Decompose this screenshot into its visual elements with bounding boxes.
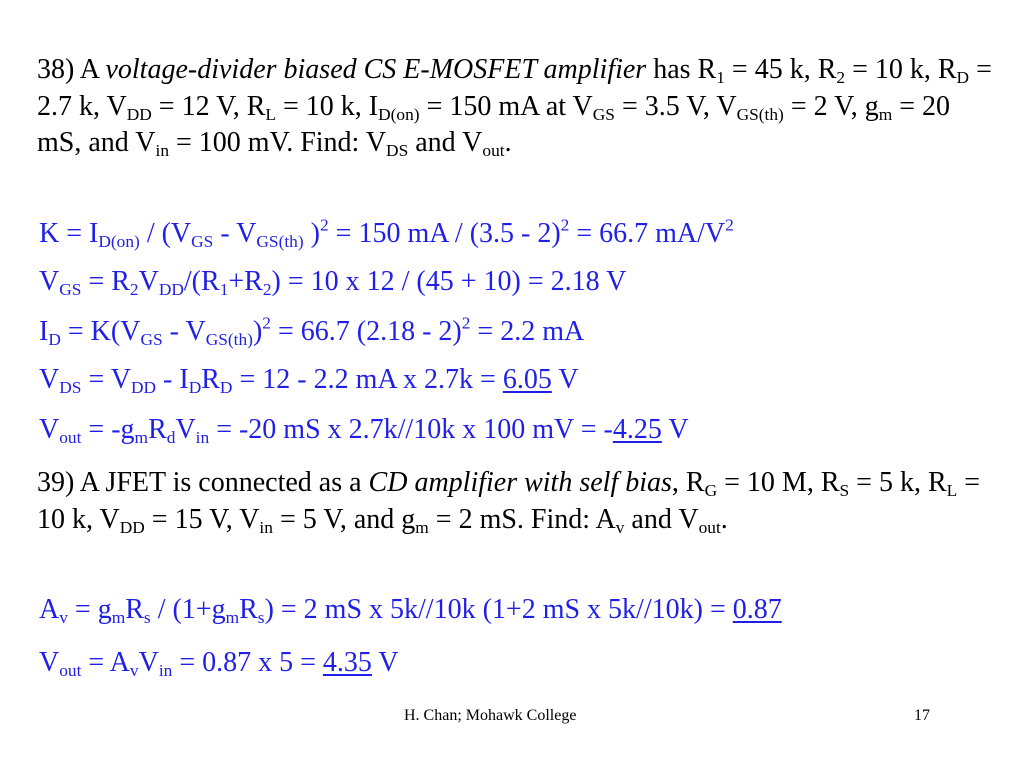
slide-page-number: 17 [914,707,930,724]
footer-credit: H. Chan; Mohawk College [404,707,577,724]
solution-38-vout: $V_{out} = -g_mR_dV_{in} = -20$ mS x 2.7k//10k x 100 mV = -4.25 V [39,414,689,448]
solution-39-av: $A_v = g_mR_s / (1+g_mR_s) = 2$ mS x 5k//10k (1+2 mS x 5k//10k) = 0.87 [39,594,782,628]
solution-39-vout: $V_{out} = A_vV_{in} = 0.87$ x 5 = 4.35 V [39,647,399,681]
solution-38-k-constant: $K = I_{D(on)} / (V_{GS} - V_{GS(th)}$ )$^2$ = 150 mA / (3.5 - 2)$^2$ = 66.7 $mA/V^2$ [39,215,734,252]
problem-38-statement: 38) A voltage-divider biased CS E-MOSFET amplifier has $R_1 = 45$ k, $R_2 = 10$ k, $R_D = 2.7$ k, $V_{DD} = 12$ V, $R_L = 10$ k, $I_{D(on)} = 150$ mA at $V_{GS} = 3.5$ V, $V_{GS(th)} = 2$ V, $g_m = 20$ mS, and $V_{in} = 100$ mV. Find: $V_{DS}$ and $V_{out}$. [37,54,992,161]
solution-38-vds: $V_{DS} = V_{DD} - I_DR_D = 12 - 2.2$ mA x 2.7k = 6.05 V [39,364,579,398]
solution-38-id: $I_D = K(V_{GS} - V_{GS(th)})^2 = 66.7$ (2.18 - 2)$^2$ = 2.2 mA [39,313,585,350]
solution-38-vgs: $V_{GS} = R_2V_{DD}/(R_1+R_2) = 10$ x 12 / (45 + 10) = 2.18 V [39,266,627,300]
problem-39-statement: 39) A JFET is connected as a CD amplifier with self bias, $R_G = 10$ M, $R_S = 5$ k, $R_L = 10$ k, $V_{DD} = 15$ V, $V_{in} = 5$ V, and $g_m = 2$ mS. Find: $A_v$ and $V_{out}$. [37,467,981,537]
